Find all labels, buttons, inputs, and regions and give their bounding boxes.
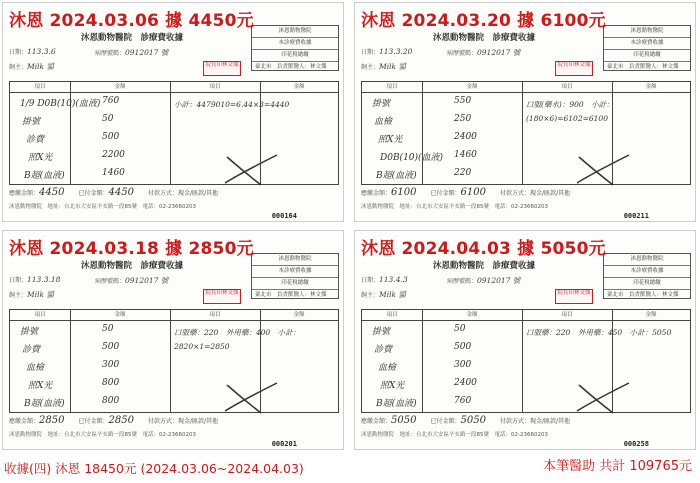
tax-side-box bbox=[603, 253, 691, 299]
item-amount: 1460 bbox=[454, 150, 477, 160]
handwritten-cross-mark bbox=[221, 381, 281, 415]
pet-name: Milk 貓 bbox=[27, 290, 54, 299]
totals-line bbox=[361, 187, 691, 198]
col-head-amount: 金額 bbox=[70, 82, 170, 93]
receipt-headline: 沐恩 2024.04.03 據 5050元 bbox=[361, 239, 606, 259]
record-no-line: 病歷號碼：0912017 號 bbox=[95, 48, 169, 57]
receipt-date: 113.3.18 bbox=[27, 275, 61, 284]
item-name: D0B(10)(血液) bbox=[380, 153, 444, 163]
item-amount: 2400 bbox=[454, 378, 477, 388]
table-divider bbox=[70, 310, 71, 412]
total-amount: 4450 bbox=[39, 187, 65, 198]
tax-side-box bbox=[251, 25, 339, 71]
paid-amount: 4450 bbox=[108, 187, 134, 198]
total-amount: 5050 bbox=[391, 415, 417, 426]
col-head-item-2: 項目 bbox=[522, 310, 612, 321]
side-box-line: 印花稅總繳 bbox=[252, 278, 338, 290]
side-box-line: 本診療費收據 bbox=[252, 266, 338, 278]
paid-label: 已付金額： bbox=[430, 418, 461, 425]
total-amount: 2850 bbox=[39, 415, 65, 426]
item-amount: 760 bbox=[454, 396, 472, 406]
receipt-serial: 000164 bbox=[271, 212, 297, 220]
clinic-address: 沐恩動物醫院 地址：台北市大安區辛亥路一段85號 電話：02-23660203 bbox=[361, 204, 548, 210]
record-no: 0912017 號 bbox=[125, 48, 169, 57]
pay-method: 付款方式：現金/匯款/其他 bbox=[147, 418, 218, 425]
col-head-amount-2: 金額 bbox=[612, 310, 690, 321]
paid-label: 已付金額： bbox=[78, 418, 109, 425]
paid-amount: 6100 bbox=[460, 187, 486, 198]
receipt-handwritten-note: 口服藥：220 外用藥：450 小計：5050 bbox=[526, 328, 672, 337]
item-name: 照X光 bbox=[28, 153, 53, 163]
receipt-handwritten-note: 口服(藥水)：900 小計：(180×6)=6102=6100 bbox=[526, 100, 614, 123]
side-box-line: 本診療費收據 bbox=[604, 266, 690, 278]
total-label: 應繳金額： bbox=[361, 190, 392, 197]
table-divider bbox=[522, 82, 523, 184]
col-head-amount: 金額 bbox=[422, 82, 522, 93]
clinic-title: 沐恩動物醫院 診療費收據 bbox=[433, 261, 536, 271]
item-name: B超(血液) bbox=[376, 399, 417, 409]
receipt-date-line: 日期：113.4.3 bbox=[361, 275, 408, 284]
item-amount: 300 bbox=[102, 360, 120, 370]
col-head-item: 項目 bbox=[10, 310, 70, 321]
side-box-line: 沐恩動物醫院 bbox=[252, 26, 338, 38]
receipt-headline: 沐恩 2024.03.20 據 6100元 bbox=[361, 11, 606, 31]
receipt-2 bbox=[354, 2, 696, 222]
receipt-serial: 000258 bbox=[623, 440, 649, 448]
item-table bbox=[9, 81, 339, 185]
col-head-item: 項目 bbox=[10, 82, 70, 93]
item-amount: 50 bbox=[454, 324, 466, 334]
receipt-1 bbox=[2, 2, 344, 222]
receipt-headline: 沐恩 2024.03.18 據 2850元 bbox=[9, 239, 254, 259]
totals-line bbox=[9, 187, 339, 198]
paid-label: 已付金額： bbox=[430, 190, 461, 197]
record-no: 0912017 號 bbox=[125, 276, 169, 285]
record-no: 0912017 號 bbox=[477, 48, 521, 57]
table-divider bbox=[422, 82, 423, 184]
clinic-title: 沐恩動物醫院 診療費收據 bbox=[81, 261, 184, 271]
item-name: 掛號 bbox=[20, 327, 39, 337]
totals-line bbox=[361, 415, 691, 426]
table-divider bbox=[170, 310, 171, 412]
table-divider bbox=[170, 82, 171, 184]
receipt-date: 113.3.6 bbox=[27, 47, 56, 56]
item-amount: 760 bbox=[102, 96, 120, 106]
item-amount: 500 bbox=[102, 132, 120, 142]
item-amount: 2200 bbox=[102, 150, 125, 160]
item-amount: 2400 bbox=[454, 132, 477, 142]
footer-summary: 收據(四) 沐恩 18450元 (2024.03.06~2024.04.03) bbox=[4, 461, 304, 476]
item-amount: 1460 bbox=[102, 168, 125, 178]
handwritten-cross-mark bbox=[573, 381, 633, 415]
pet-name-line: 飼主：Milk 貓 bbox=[9, 62, 54, 71]
receipt-handwritten-note: 小計：4479010=6.44×3=4440 bbox=[174, 100, 290, 109]
record-no-line: 病歷號碼：0912017 號 bbox=[95, 276, 169, 285]
side-box-line: 臺北市 負責獸醫人：林文傑 bbox=[255, 64, 327, 70]
side-box-line: 印花稅總繳 bbox=[252, 50, 338, 62]
item-table bbox=[361, 81, 691, 185]
pet-name: Milk 貓 bbox=[27, 62, 54, 71]
item-name: 照X光 bbox=[380, 381, 405, 391]
tax-side-box bbox=[251, 253, 339, 299]
item-name: 血檢 bbox=[378, 363, 397, 373]
footer-subsidy-total: 本筆醫助 共計 109765元 bbox=[543, 459, 692, 474]
receipt-3 bbox=[2, 230, 344, 450]
col-head-amount-2: 金額 bbox=[612, 82, 690, 93]
pay-method: 付款方式：現金/匯款/其他 bbox=[147, 190, 218, 197]
clinic-title: 沐恩動物醫院 診療費收據 bbox=[81, 33, 184, 43]
director-seal-stamp: 院長印林文傑 bbox=[555, 61, 593, 76]
item-name: 掛號 bbox=[22, 117, 41, 127]
paid-amount: 5050 bbox=[460, 415, 486, 426]
col-head-amount: 金額 bbox=[70, 310, 170, 321]
receipt-date: 113.4.3 bbox=[379, 275, 408, 284]
side-box-line: 本診療費收據 bbox=[252, 38, 338, 50]
director-seal-stamp: 院長印林文傑 bbox=[203, 289, 241, 304]
item-amount: 800 bbox=[102, 378, 120, 388]
col-head-item-2: 項目 bbox=[170, 82, 260, 93]
item-name: 照X光 bbox=[28, 381, 53, 391]
side-box-line: 沐恩動物醫院 bbox=[604, 26, 690, 38]
pet-name: Milk 貓 bbox=[379, 290, 406, 299]
item-name: 1/9 D0B(10)(血液) bbox=[20, 99, 101, 109]
side-box-line: 沐恩動物醫院 bbox=[252, 254, 338, 266]
item-name: 診費 bbox=[22, 345, 41, 355]
clinic-title: 沐恩動物醫院 診療費收據 bbox=[433, 33, 536, 43]
item-amount: 300 bbox=[454, 360, 472, 370]
pet-name-line: 飼主：Milk 貓 bbox=[361, 62, 406, 71]
side-box-line: 印花稅總繳 bbox=[604, 50, 690, 62]
handwritten-cross-mark bbox=[221, 153, 281, 187]
table-divider bbox=[422, 310, 423, 412]
pay-method: 付款方式：現金/匯款/其他 bbox=[499, 190, 570, 197]
receipt-date-line: 日期：113.3.20 bbox=[361, 47, 413, 56]
col-head-item: 項目 bbox=[362, 82, 422, 93]
side-box-line: 臺北市 負責獸醫人：林文傑 bbox=[607, 292, 679, 298]
total-label: 應繳金額： bbox=[361, 418, 392, 425]
clinic-address: 沐恩動物醫院 地址：台北市大安區辛亥路一段85號 電話：02-23660203 bbox=[9, 432, 196, 438]
record-no-line: 病歷號碼：0912017 號 bbox=[447, 276, 521, 285]
item-amount: 500 bbox=[454, 342, 472, 352]
receipt-handwritten-note: 口服藥：220 外用藥：400 小計：2820×1=2850 bbox=[174, 328, 301, 351]
table-divider bbox=[522, 310, 523, 412]
pet-name-line: 飼主：Milk 貓 bbox=[9, 290, 54, 299]
totals-line bbox=[9, 415, 339, 426]
tax-side-box bbox=[603, 25, 691, 71]
paid-amount: 2850 bbox=[108, 415, 134, 426]
side-box-line: 印花稅總繳 bbox=[604, 278, 690, 290]
pet-name: Milk 貓 bbox=[379, 62, 406, 71]
col-head-amount: 金額 bbox=[422, 310, 522, 321]
record-no: 0912017 號 bbox=[477, 276, 521, 285]
paid-label: 已付金額： bbox=[78, 190, 109, 197]
item-name: 診費 bbox=[26, 135, 45, 145]
item-amount: 50 bbox=[102, 324, 114, 334]
pet-name-line: 飼主：Milk 貓 bbox=[361, 290, 406, 299]
item-amount: 550 bbox=[454, 96, 472, 106]
receipt-headline: 沐恩 2024.03.06 據 4450元 bbox=[9, 11, 254, 31]
total-label: 應繳金額： bbox=[9, 190, 40, 197]
col-head-item-2: 項目 bbox=[522, 82, 612, 93]
col-head-amount-2: 金額 bbox=[260, 82, 338, 93]
item-name: B超(血液) bbox=[24, 171, 65, 181]
item-name: 掛號 bbox=[372, 327, 391, 337]
item-name: B超(血液) bbox=[376, 171, 417, 181]
col-head-amount-2: 金額 bbox=[260, 310, 338, 321]
col-head-item-2: 項目 bbox=[170, 310, 260, 321]
item-amount: 220 bbox=[454, 168, 472, 178]
director-seal-stamp: 院長印林文傑 bbox=[555, 289, 593, 304]
item-name: 掛號 bbox=[372, 99, 391, 109]
item-name: 診費 bbox=[374, 345, 393, 355]
handwritten-cross-mark bbox=[573, 153, 633, 187]
total-label: 應繳金額： bbox=[9, 418, 40, 425]
receipt-date-line: 日期：113.3.6 bbox=[9, 47, 56, 56]
receipt-date-line: 日期：113.3.18 bbox=[9, 275, 61, 284]
receipt-date: 113.3.20 bbox=[379, 47, 413, 56]
side-box-line: 臺北市 負責獸醫人：林文傑 bbox=[607, 64, 679, 70]
record-no-line: 病歷號碼：0912017 號 bbox=[447, 48, 521, 57]
item-table bbox=[9, 309, 339, 413]
receipt-4 bbox=[354, 230, 696, 450]
item-table bbox=[361, 309, 691, 413]
item-name: 血檢 bbox=[26, 363, 45, 373]
side-box-line: 沐恩動物醫院 bbox=[604, 254, 690, 266]
item-name: 血檢 bbox=[374, 117, 393, 127]
director-seal-stamp: 院長印林文傑 bbox=[203, 61, 241, 76]
item-amount: 800 bbox=[102, 396, 120, 406]
item-amount: 50 bbox=[102, 114, 114, 124]
item-name: B超(血液) bbox=[24, 399, 65, 409]
item-name: 照X光 bbox=[378, 135, 403, 145]
item-amount: 250 bbox=[454, 114, 472, 124]
total-amount: 6100 bbox=[391, 187, 417, 198]
receipt-serial: 000201 bbox=[271, 440, 297, 448]
pay-method: 付款方式：現金/匯款/其他 bbox=[499, 418, 570, 425]
clinic-address: 沐恩動物醫院 地址：台北市大安區辛亥路一段85號 電話：02-23660203 bbox=[9, 204, 196, 210]
col-head-item: 項目 bbox=[362, 310, 422, 321]
receipt-serial: 000211 bbox=[623, 212, 649, 220]
clinic-address: 沐恩動物醫院 地址：台北市大安區辛亥路一段85號 電話：02-23660203 bbox=[361, 432, 548, 438]
side-box-line: 臺北市 負責獸醫人：林文傑 bbox=[255, 292, 327, 298]
side-box-line: 本診療費收據 bbox=[604, 38, 690, 50]
item-amount: 500 bbox=[102, 342, 120, 352]
